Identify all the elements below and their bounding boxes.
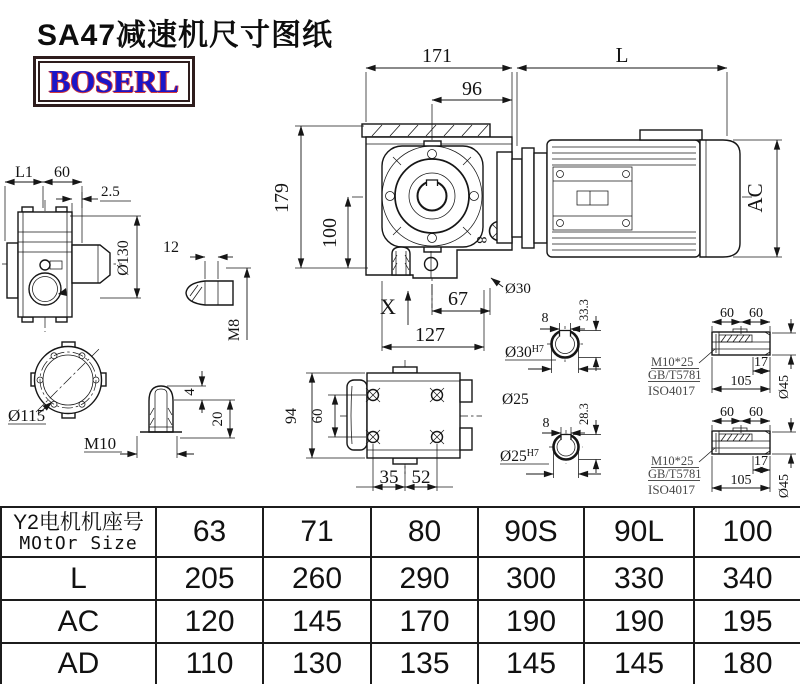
col-header: 80 xyxy=(371,507,478,557)
motor-view xyxy=(547,130,782,257)
col-header: 90S xyxy=(478,507,584,557)
dim-s1-d45: Ø45 xyxy=(777,374,792,400)
table-cell: 110 xyxy=(156,643,263,684)
table-cell: 195 xyxy=(694,600,800,643)
dim-s1-17: 17 xyxy=(754,355,768,370)
motor-size-table xyxy=(0,506,800,684)
flange-view xyxy=(8,342,106,425)
row-label: L xyxy=(1,557,156,600)
dim-171: 171 xyxy=(422,45,452,67)
table-cell: 260 xyxy=(263,557,371,600)
dim-60-bottom: 60 xyxy=(310,408,326,424)
dim-s2-105: 105 xyxy=(730,473,752,488)
header-motor-size-cn: Y2电机机座号 xyxy=(13,510,144,534)
dim-b25-key: 8 xyxy=(542,416,550,431)
bore-30-section xyxy=(505,299,601,373)
dim-52: 52 xyxy=(411,467,431,488)
brand-logo-text: BOSERL xyxy=(49,63,179,99)
dim-m10: M10 xyxy=(84,434,117,453)
dim-2-5: 2.5 xyxy=(101,184,120,200)
label-s2-std2: ISO4017 xyxy=(648,482,695,497)
table-cell: 120 xyxy=(156,600,263,643)
table-row-L xyxy=(1,557,800,600)
label-s2-std1: GB/T5781 xyxy=(648,467,702,481)
dim-94: 94 xyxy=(283,408,300,424)
dim-d115: Ø115 xyxy=(8,406,46,425)
col-header: 71 xyxy=(263,507,371,557)
dim-s2-17: 17 xyxy=(754,454,768,469)
table-cell: 145 xyxy=(263,600,371,643)
header-motor-size-en: MOtOr Size xyxy=(19,532,138,554)
table-header-row xyxy=(1,507,800,557)
col-header: 100 xyxy=(694,507,800,557)
table-cell: 180 xyxy=(694,643,800,684)
label-x: X xyxy=(380,294,396,319)
dim-96: 96 xyxy=(462,78,482,100)
label-s1-std2: ISO4017 xyxy=(648,383,695,398)
label-s1-bolt: M10*25 xyxy=(651,355,694,369)
dim-L1: L1 xyxy=(15,164,33,181)
dim-67: 67 xyxy=(448,288,468,310)
dim-s1-105: 105 xyxy=(730,374,752,389)
table-cell: 190 xyxy=(584,600,694,643)
dim-d30: Ø30 xyxy=(505,281,531,297)
row-label: AD xyxy=(1,643,156,684)
bottom-view xyxy=(283,360,482,491)
dim-35: 35 xyxy=(379,467,399,488)
dim-s2-d45: Ø45 xyxy=(777,473,792,499)
table-row-AD xyxy=(1,643,800,684)
dim-s1-60a: 60 xyxy=(720,306,734,321)
table-cell: 145 xyxy=(584,643,694,684)
table-cell: 300 xyxy=(478,557,584,600)
table-cell: 205 xyxy=(156,557,263,600)
dim-b30-h: 33.3 xyxy=(577,299,591,321)
dim-12: 12 xyxy=(163,239,179,256)
label-b25: Ø25 xyxy=(502,391,529,408)
dim-s1-60b: 60 xyxy=(749,306,763,321)
dim-20: 20 xyxy=(210,411,226,427)
dim-s2-60b: 60 xyxy=(749,405,763,420)
shaft-detail-1 xyxy=(648,306,796,399)
table-cell: 340 xyxy=(694,557,800,600)
table-cell: 290 xyxy=(371,557,478,600)
dim-b25-dia: $Ø25^{H7}$ xyxy=(500,448,539,465)
side-view xyxy=(2,164,141,332)
dim-d130: Ø130 xyxy=(115,240,132,276)
bore-25-section xyxy=(500,391,601,478)
header-motor-size xyxy=(1,507,156,557)
dim-L: L xyxy=(615,43,629,67)
dim-s2-60a: 60 xyxy=(720,405,734,420)
dim-8-flange: 8 xyxy=(473,236,489,244)
dim-M8: M8 xyxy=(226,318,243,342)
col-header: 63 xyxy=(156,507,263,557)
table-cell: 190 xyxy=(478,600,584,643)
dim-127: 127 xyxy=(415,324,445,346)
page-title: SA47减速机尺寸图纸 xyxy=(37,19,334,52)
label-s2-bolt: M10*25 xyxy=(651,454,694,468)
table-cell: 145 xyxy=(478,643,584,684)
label-s1-std1: GB/T5781 xyxy=(648,368,702,382)
dim-b30-dia: $Ø30^{H7}$ xyxy=(505,344,544,361)
dim-b25-h: 28.3 xyxy=(577,403,591,425)
col-header: 90L xyxy=(584,507,694,557)
table-cell: 330 xyxy=(584,557,694,600)
plug-m8-detail xyxy=(163,239,251,341)
shaft-detail-2 xyxy=(648,405,796,498)
dim-60-side: 60 xyxy=(54,164,70,181)
dim-100: 100 xyxy=(319,218,341,248)
table-row-AC xyxy=(1,600,800,643)
dim-b30-key: 8 xyxy=(541,311,549,326)
dim-179: 179 xyxy=(271,183,293,213)
table-cell: 170 xyxy=(371,600,478,643)
table-cell: 135 xyxy=(371,643,478,684)
row-label: AC xyxy=(1,600,156,643)
dim-4: 4 xyxy=(182,388,198,396)
dim-AC: AC xyxy=(743,183,767,213)
table-cell: 130 xyxy=(263,643,371,684)
